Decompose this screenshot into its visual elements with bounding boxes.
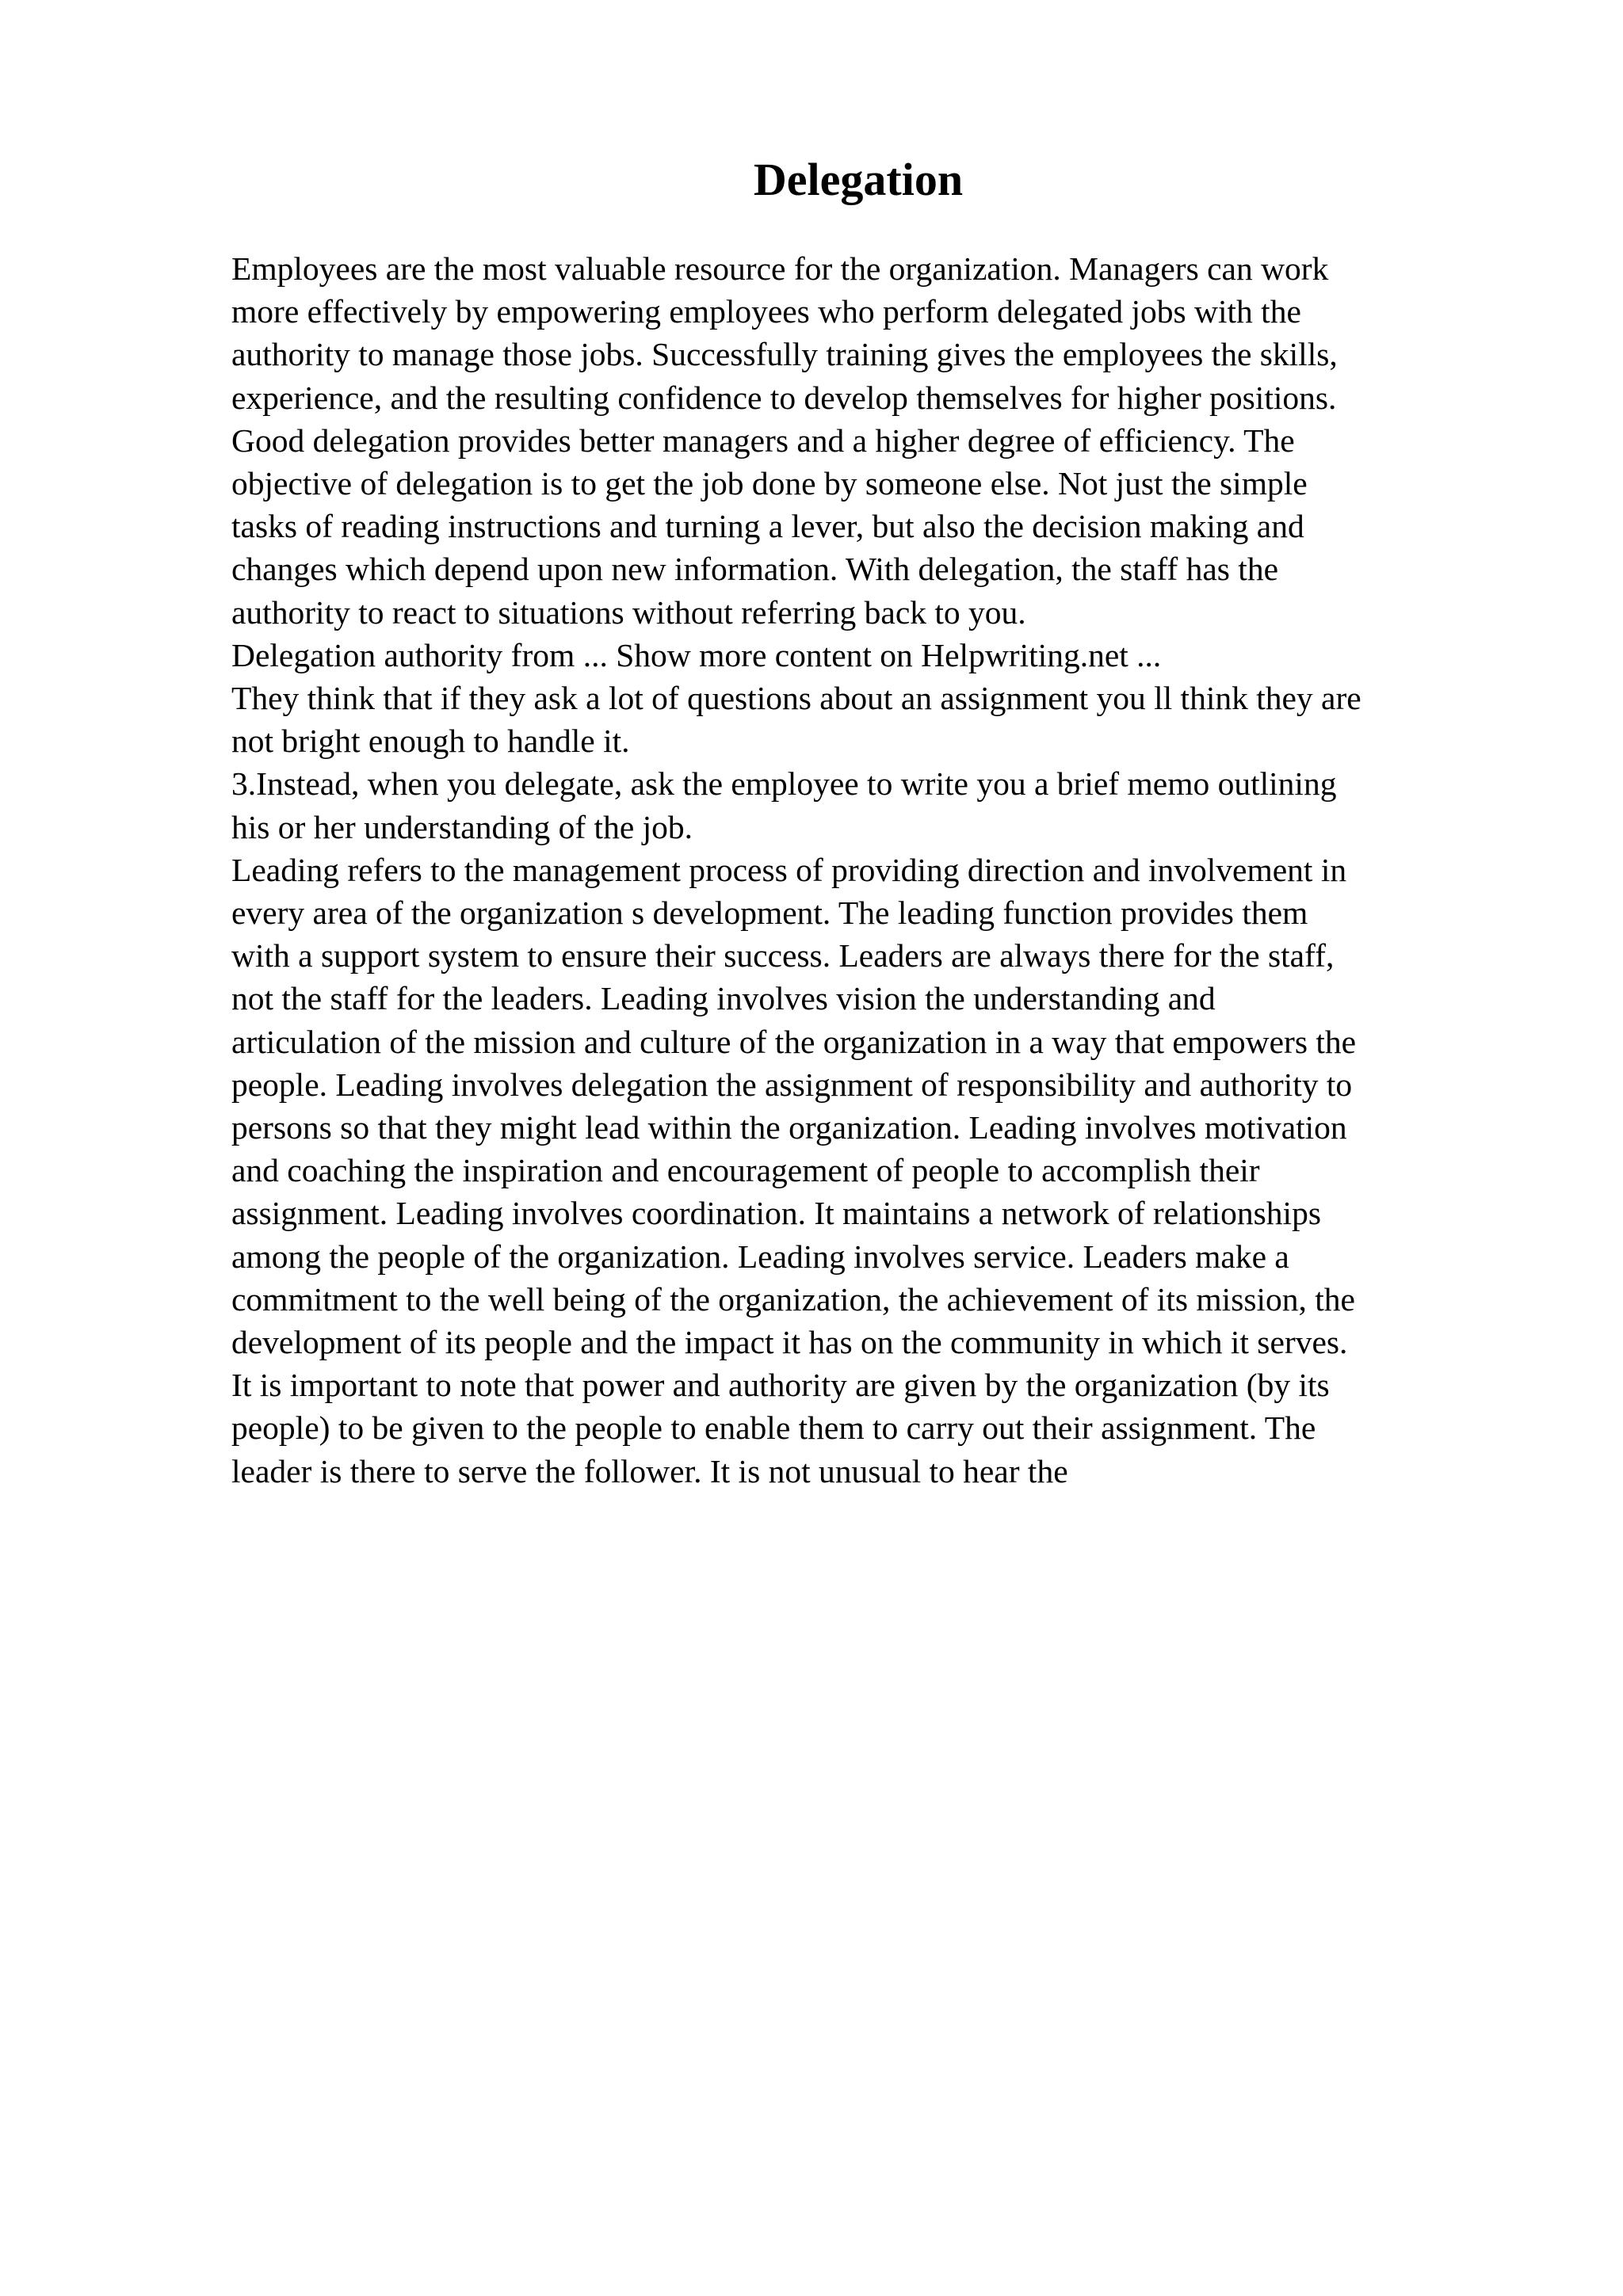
body-line: and coaching the inspiration and encouragement of people to accomplish their	[231, 1152, 1260, 1189]
body-line: changes which depend upon new information. With delegation, the staff has the	[231, 551, 1278, 588]
body-line: leader is there to serve the follower. It is not unusual to hear the	[231, 1452, 1068, 1489]
document-title: Delegation	[753, 154, 964, 205]
document-body	[231, 247, 1515, 1493]
body-line: 3.Instead, when you delegate, ask the employee to write you a brief memo outlining	[231, 765, 1337, 803]
body-line: It is important to note that power and authority are given by the organization (by its	[231, 1367, 1330, 1404]
body-line: tasks of reading instructions and turning a lever, but also the decision making and	[231, 508, 1304, 545]
body-line: experience, and the resulting confidence to develop themselves for higher positions.	[231, 379, 1337, 416]
body-line: not the staff for the leaders. Leading involves vision the understanding and	[231, 980, 1216, 1017]
body-line: authority to manage those jobs. Successfully training gives the employees the skills,	[231, 336, 1338, 373]
body-line: people) to be given to the people to enable them to carry out their assignment. The	[231, 1409, 1316, 1447]
body-line: Good delegation provides better managers and a higher degree of efficiency. The	[231, 421, 1295, 459]
body-line: authority to react to situations without referring back to you.	[231, 593, 1026, 631]
body-line: They think that if they ask a lot of questions about an assignment you ll think they are	[231, 680, 1361, 717]
body-line: persons so that they might lead within the organization. Leading involves motivation	[231, 1109, 1347, 1146]
body-line: Leading refers to the management process of providing direction and involvement in	[231, 851, 1347, 888]
body-line: with a support system to ensure their success. Leaders are always there for the staff,	[231, 937, 1335, 974]
show-more-line: Delegation authority from ... Show more content on Helpwriting.net ...	[231, 636, 1162, 673]
body-line: more effectively by empowering employees who perform delegated jobs with the	[231, 293, 1301, 330]
body-line: articulation of the mission and culture of the organization in a way that empowers the	[231, 1023, 1357, 1060]
body-line: his or her understanding of the job.	[231, 808, 693, 845]
body-line: not bright enough to handle it.	[231, 723, 630, 760]
body-line: people. Leading involves delegation the assignment of responsibility and authority to	[231, 1066, 1353, 1103]
body-line: Employees are the most valuable resource for the organization. Managers can work	[231, 250, 1329, 287]
body-line: commitment to the well being of the organization, the achievement of its mission, the	[231, 1280, 1355, 1318]
body-line: development of its people and the impact it has on the community in which it serves.	[231, 1324, 1348, 1361]
body-line: assignment. Leading involves coordination. It maintains a network of relationships	[231, 1195, 1321, 1232]
body-line: every area of the organization s development. The leading function provides them	[231, 894, 1308, 932]
body-line: objective of delegation is to get the job done by someone else. Not just the simple	[231, 465, 1308, 502]
body-line: among the people of the organization. Leading involves service. Leaders make a	[231, 1238, 1289, 1275]
